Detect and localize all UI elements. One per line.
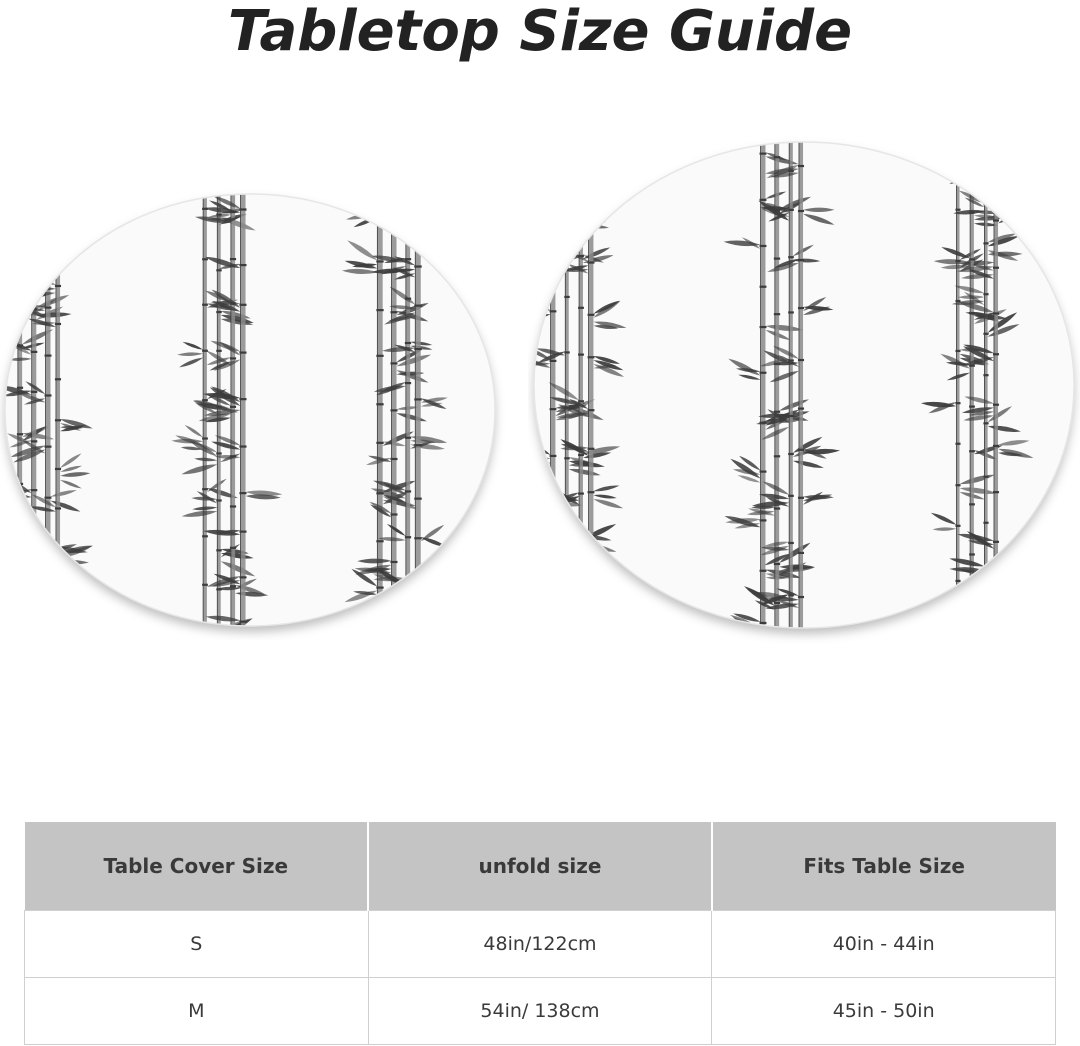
row-fits-cell: 45in - 50in <box>712 978 1056 1045</box>
row-unfold-cell: 54in/ 138cm <box>368 978 712 1045</box>
header-unfold-size: unfold size <box>368 822 712 911</box>
row-unfold-cell: 48in/122cm <box>368 911 712 978</box>
size-table-header-row <box>25 822 1056 911</box>
row-size-cell: M <box>25 978 369 1045</box>
large-tablecloth-image <box>528 132 1080 644</box>
large-tablecloth-disc <box>534 142 1074 628</box>
row-size-cell: S <box>25 911 369 978</box>
table-row <box>25 911 1056 978</box>
page-title: Tabletop Size Guide <box>227 0 853 64</box>
row-fits-cell: 40in - 44in <box>712 911 1056 978</box>
header-fits-table-size: Fits Table Size <box>712 822 1056 911</box>
header-table-cover-size: Table Cover Size <box>25 822 369 911</box>
small-tablecloth-image <box>0 180 510 640</box>
size-table <box>24 822 1056 1045</box>
table-row <box>25 978 1056 1045</box>
